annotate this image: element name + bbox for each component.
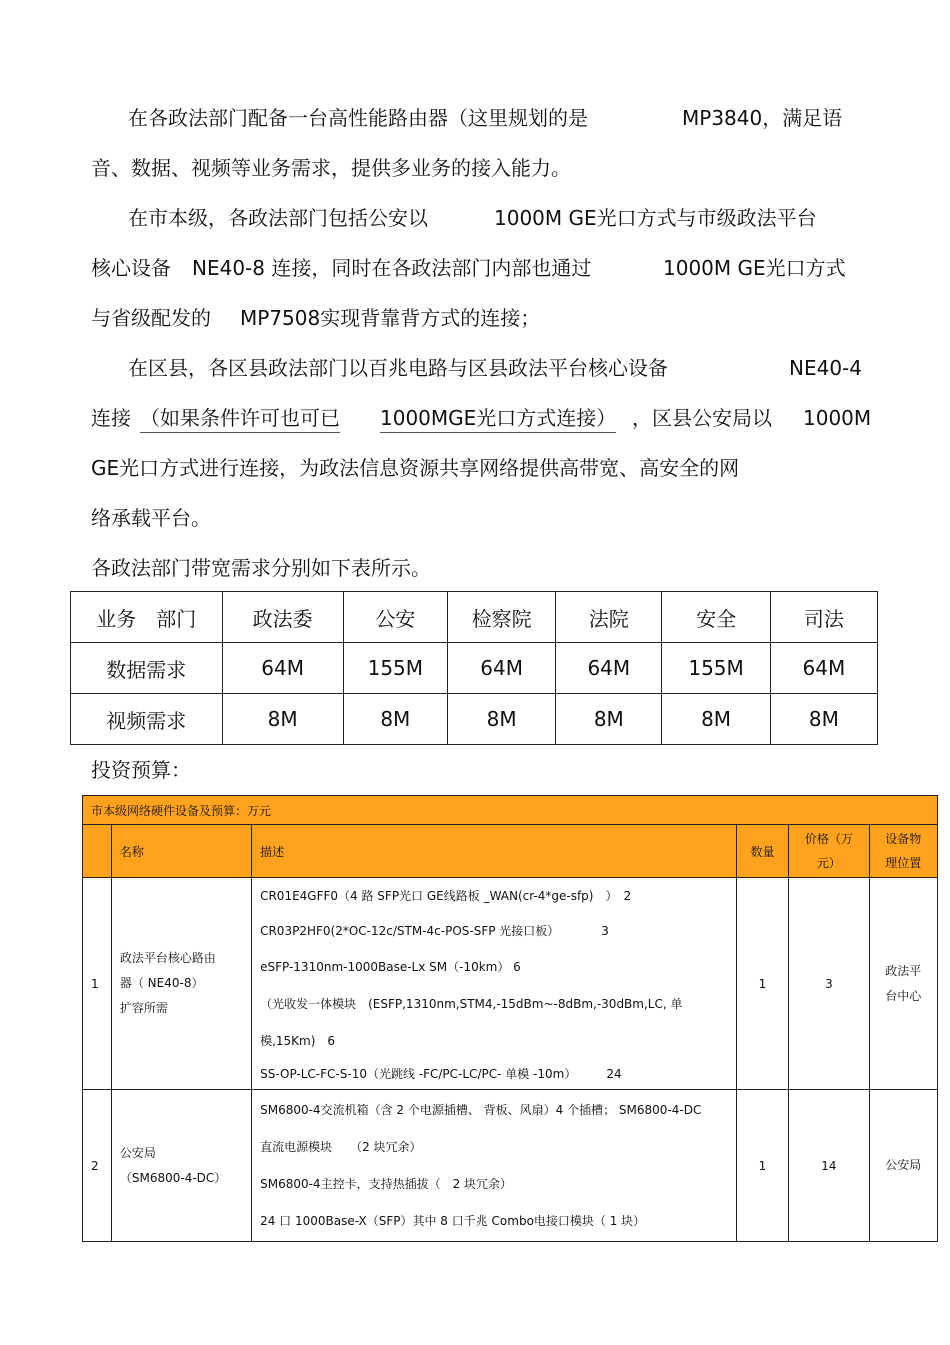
table-cell: 64M	[448, 643, 556, 694]
header-cell: 检察院	[448, 592, 556, 643]
desc-line: 直流电源模块 （2 块冗余）	[260, 1139, 422, 1154]
table-cell: 8M	[343, 694, 447, 745]
row-description	[252, 1090, 737, 1242]
text: 络承载平台。	[91, 506, 211, 530]
header-cell-name: 名称	[111, 825, 251, 878]
header-cell-qty: 数量	[736, 825, 789, 878]
text: 连接	[91, 406, 131, 430]
price-label-2: 元）	[816, 856, 841, 870]
table-cell: 155M	[343, 643, 447, 694]
row-label: 视频需求	[71, 694, 223, 745]
desc-line: 24 口 1000Base-X（SFP）其中 8 口千兆 Combo电接口模块（ 1 块）	[260, 1213, 646, 1228]
text: MP3840，满足语	[682, 106, 843, 130]
row-number: 1	[83, 878, 112, 1090]
text: 在区县，各区县政法部门以百兆电路与区县政法平台核心设备	[128, 356, 668, 380]
text: 核心设备	[91, 256, 171, 280]
name-line: 政法平台核心路由	[119, 951, 216, 965]
row-number: 2	[83, 1090, 112, 1242]
text: NE40-4	[789, 356, 862, 380]
table-row	[71, 694, 878, 745]
row-label: 数据需求	[71, 643, 223, 694]
table-cell: 8M	[770, 694, 877, 745]
desc-line: SS-OP-LC-FC-S-10（光跳线 -FC/PC-LC/PC- 单模 -10m） 24	[260, 1066, 622, 1081]
text: 1000M GE光口方式与市级政法平台	[494, 206, 817, 230]
text: 投资预算：	[91, 758, 191, 782]
text: （如果条件许可也可已	[140, 406, 340, 433]
bandwidth-table	[70, 591, 878, 745]
location-label-1: 设备物	[885, 832, 922, 846]
table-row	[83, 1090, 938, 1242]
table-cell: 8M	[556, 694, 662, 745]
desc-line: CR01E4GFF0（4 路 SFP光口 GE线路板 _WAN(cr-4*ge-sfp) ） 2	[260, 888, 632, 903]
text: 音、数据、视频等业务需求，提供多业务的接入能力。	[91, 156, 571, 180]
row-description	[252, 878, 737, 1090]
table-cell: 8M	[222, 694, 343, 745]
header-cell-desc: 描述	[252, 825, 737, 878]
table-cell: 155M	[662, 643, 770, 694]
header-cell: 业务 部门	[71, 592, 223, 643]
desc-line: CR03P2HF0(2*OC-12c/STM-4c-POS-SFP 光接口板） 3	[260, 923, 609, 938]
header-cell-location	[869, 825, 937, 878]
desc-line: eSFP-1310nm-1000Base-Lx SM（-10km） 6	[260, 959, 521, 974]
header-cell: 安全	[662, 592, 770, 643]
name-line: 公安局	[119, 1145, 156, 1160]
text: MP7508实现背靠背方式的连接；	[240, 306, 541, 330]
budget-caption-row	[83, 796, 938, 825]
table-cell: 64M	[222, 643, 343, 694]
table-cell: 64M	[556, 643, 662, 694]
table-cell: 64M	[770, 643, 877, 694]
text: 在各政法部门配备一台高性能路由器（这里规划的是	[128, 106, 588, 130]
text: 各政法部门带宽需求分别如下表所示。	[91, 556, 431, 580]
header-cell: 公安	[343, 592, 447, 643]
location-line: 政法平	[885, 963, 922, 978]
row-price: 14	[789, 1090, 869, 1242]
header-cell: 法院	[556, 592, 662, 643]
table-row	[71, 643, 878, 694]
table-row	[83, 878, 938, 1090]
desc-line: SM6800-4主控卡，支持热插拔（ 2 块冗余）	[260, 1176, 513, 1191]
name-line: 器（ NE40-8）	[119, 976, 204, 990]
budget-caption: 市本级网络硬件设备及预算：万元	[83, 796, 938, 825]
table-header-row	[71, 592, 878, 643]
row-name	[111, 1090, 251, 1242]
text: GE光口方式进行连接，为政法信息资源共享网络提供高带宽、高安全的网	[91, 456, 740, 480]
row-quantity: 1	[736, 1090, 789, 1242]
row-price: 3	[789, 878, 869, 1090]
desc-line: 模,15Km) 6	[260, 1033, 336, 1048]
text: 与省级配发的	[91, 306, 211, 330]
row-location	[869, 878, 937, 1090]
row-name	[111, 878, 251, 1090]
text: 在市本级，各政法部门包括公安以	[128, 206, 428, 230]
desc-line: SM6800-4交流机箱（含 2 个电源插槽、 背板、风扇）4 个插槽； SM6800-4-DC	[260, 1102, 702, 1117]
table-cell: 8M	[662, 694, 770, 745]
header-cell: 政法委	[222, 592, 343, 643]
name-line: 扩容所需	[119, 1001, 168, 1015]
row-quantity: 1	[736, 878, 789, 1090]
text: 1000M	[803, 406, 872, 430]
header-cell: 司法	[770, 592, 877, 643]
text: 1000M GE光口方式	[663, 256, 846, 280]
table-cell: 8M	[448, 694, 556, 745]
text: 1000MGE光口方式连接）	[380, 406, 616, 433]
row-location	[869, 1090, 937, 1242]
desc-line: （光收发一体模块 (ESFP,1310nm,STM4,-15dBm~-8dBm,-30dBm,LC, 单	[260, 996, 683, 1011]
text: NE40-8 连接，同时在各政法部门内部也通过	[192, 256, 592, 280]
location-label-2: 理位置	[885, 856, 922, 870]
price-label-1: 价格（万	[804, 832, 853, 846]
budget-header-row	[83, 825, 938, 878]
name-line: （SM6800-4-DC）	[119, 1170, 227, 1185]
header-cell-no	[83, 825, 112, 878]
location-line: 公安局	[885, 1158, 922, 1172]
budget-table	[82, 795, 938, 1242]
location-line: 台中心	[885, 988, 922, 1003]
header-cell-price	[789, 825, 869, 878]
text: ，区县公安局以	[632, 406, 772, 430]
